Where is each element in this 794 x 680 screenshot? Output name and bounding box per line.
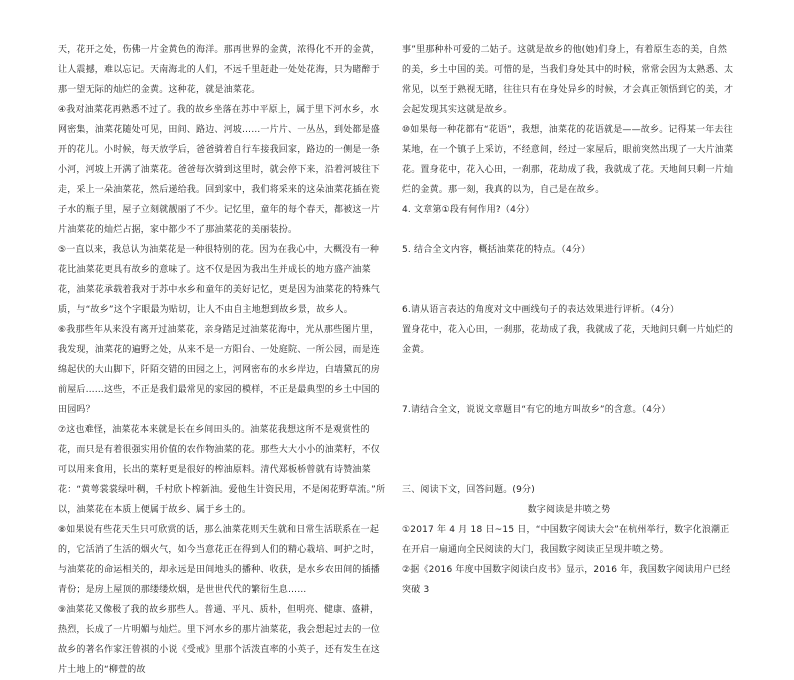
article-paragraph-2: ②据《2016 年度中国数字阅读白皮书》显示，2016 年，我国数字阅读用户已经突破 3 [402, 565, 731, 595]
essay-paragraph-3-end: 天，花开之处，伤佛一片金黄色的海洋。那再世界的金黄，浓得化不开的金黄，让人震撼，难以忘记。天南海北的人们，不远千里赶赴一处处花海，只为睹醉于那一望无际的灿烂的金黄。这种花，就是油菜花。 [58, 45, 381, 95]
essay-paragraph-6: ⑥我那些年从来没有离开过油菜花，亲身踏足过油菜花海中，光从那些图片里，我发现，油菜花的遍野之处，从来不是一方阳台、一处庭院、一所公园，而是连绵起伏的大山脚下，阡陌交错的田园之上，河网密布的水乡岸边，白墙黛瓦的房前屋后……这些，不正是我们最常见的家园的模样，不正是最典型的乡土中国的田园吗？ [58, 325, 381, 415]
article-title: 数字阅读是井喷之势 [527, 505, 611, 515]
essay-paragraph-8: ⑧如果说有些花天生只可欣赏的话，那么油菜花则天生就和日常生活联系在一起的，它活消了生活的烟火气，如今当意花正在得到人们的精心栽培、呵护之时，与油菜花的命运相关的，却永远是田间地头的播种、收获，是水乡农田间的插播青份；是房上屋顶的那缕缕炊烟，是世世代代的繁衍生息…… [58, 525, 381, 595]
question-6-quote: 置身花中，花入心田，一刹那，花劫成了我，我就成了花，天地间只剩一片灿烂的金黄。 [402, 325, 734, 355]
right-column [402, 40, 736, 600]
question-6: 6.请从语言表达的角度对文中画线句子的表达效果进行评析。（4分） [402, 305, 680, 315]
essay-paragraph-9-end: 事”里那种朴可爱的二姑子。这就是故乡的他(她)们身上，有着原生态的美，自然的美，乡土中国的美。可惜的是，当我们身处其中的时候，常常会因为太熟悉、太常见，以至于熟视无睹，往往只有在身处异乡的时候，才会真正领悟到它的美，才会起发现其实这就是故乡。 [402, 45, 734, 115]
question-4: 4. 文章第①段有何作用?（4分） [402, 205, 535, 215]
question-5: 5. 结合全文内容，概括油菜花的特点。（4分） [402, 245, 591, 255]
essay-paragraph-4: ④我对油菜花再熟悉不过了。我的故乡坐落在苏中平原上，属于里下河水乡，水网密集，油菜花随处可见，田间、路边、河坡……一片片、一丛丛，到处都是盛开的花儿。小时候，每天放学后，爸爸骑着自行车接我回家，路边的一侧是一条小河，河坡上开满了油菜花。爸爸每次骑到这里时，就会停下来，沿着河坡往下走，采上一朵油菜花，然后递给我。回到家中，我们将采来的这朵油菜花插在瓷子水的瓶子里，屋子立刻就靓丽了不少。记忆里，童年的每个春天，都被这一片片油菜花的灿烂占据，家中都少不了那油菜花的美丽装扮。 [58, 105, 381, 235]
article-paragraph-1: ①2017 年 4 月 18 日~15 日，“中国数字阅读大会”在杭州举行，数字化浪潮正在开启一扇通向全民阅读的大门，我国数字阅读正呈现井喷之势。 [402, 525, 730, 555]
answer-space-6 [402, 360, 736, 400]
answer-space-7 [402, 420, 736, 480]
essay-paragraph-10: ⑩如果每一种花都有“花语”，我想，油菜花的花语就是——故乡。记得某一年去往某地，在一个镇子上采访，不经意间，经过一家屋后，眼前突然出现了一大片油菜花。置身花中，花入心田，一刹那，花劫成了我，我就成了花。天地间只剩一片灿烂的金黄。那一刻，我真的以为，自己是在故乡。 [402, 125, 734, 195]
question-7: 7.请结合全文，说说文章题目“有它的地方叫故乡”的含意。（4分） [402, 405, 671, 415]
section-heading: 三、阅读下文，回答问题。(9分) [402, 485, 535, 495]
answer-space-4 [402, 220, 736, 240]
answer-space-5 [402, 260, 736, 300]
essay-paragraph-5: ⑤一直以来，我总认为油菜花是一种很特别的花。因为在我心中，大概没有一种花比油菜花更具有故乡的意味了。这不仅是因为我出生并成长的地方盛产油菜花，油菜花承载着我对于苏中水乡和童年的美好记忆，更是因为油菜花的特殊气质，与“故乡”这个字眼最为贴切，让人不由自主地想到故乡景，故乡人。 [58, 245, 381, 315]
left-column [58, 40, 388, 680]
essay-paragraph-7: ⑦这也难怪，油菜花本来就是长在乡间田头的。油菜花我想这所不是观赏性的花，而只是有着很强实用价值的农作物油菜的花。那些大大小小的油菜籽，不仅可以用来食用，长出的菜籽更是很好的榨油原料。清代郑板桥曾就有诗赞油菜花：“黄萼裳裳绿叶稠，千村欣卜榨新油。爱他生计资民用，不是闲花野草流。”所以，油菜花在本质上便属于故乡、属于乡土的。 [58, 425, 386, 515]
essay-paragraph-9: ⑨油菜花又像极了我的故乡那些人。普通、平凡、质朴，但明亮、健康、盛耕，热烈，长成了一片明媚与灿烂。里下河水乡的那片油菜花，我会想起过去的一位故乡的著名作家汪曾祺的小说《受戒》里那个活泼直率的小英子，还有发生在这片土地上的“柳萱的故 [58, 605, 381, 675]
